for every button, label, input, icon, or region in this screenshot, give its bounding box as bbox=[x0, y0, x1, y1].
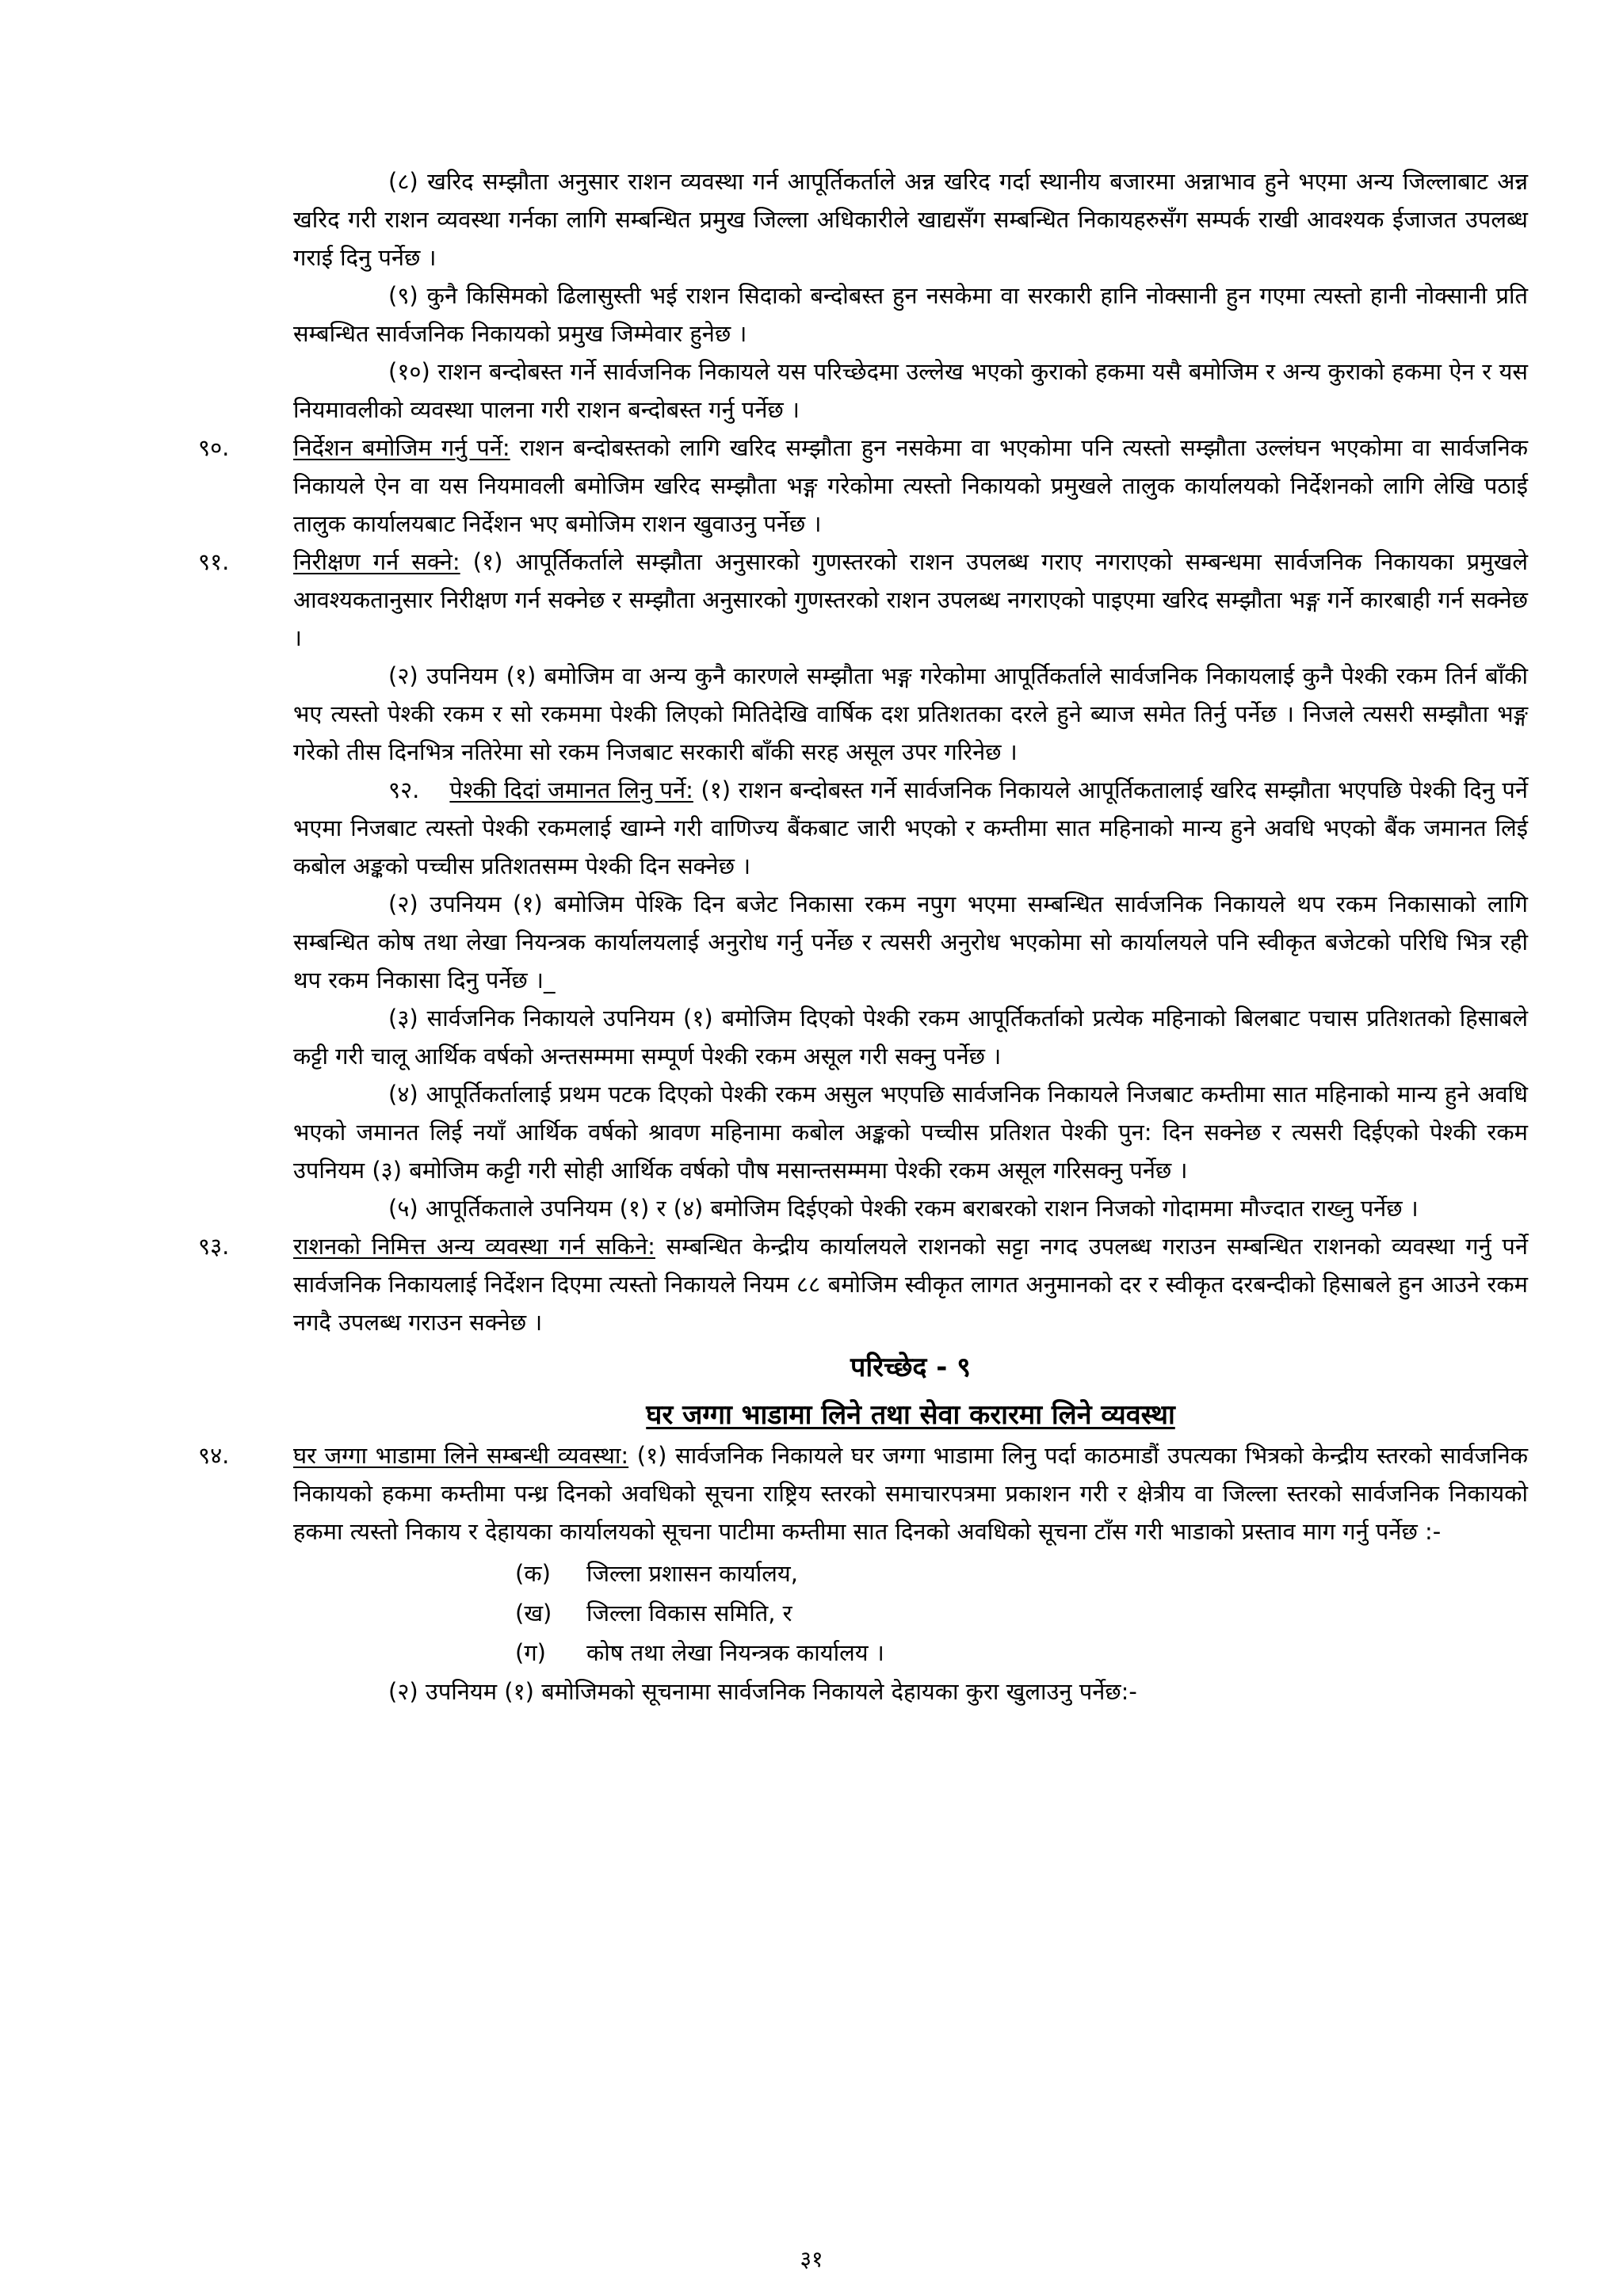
list-marker: (ग) bbox=[515, 1639, 546, 1666]
section-93 bbox=[198, 1227, 1529, 1341]
section-text: (१) आपूर्तिकर्ताले सम्झौता अनुसारको गुणस्तरको राशन उपलब्ध गराए नगराएको सम्बन्धमा सार्वजनिक निकायका प्रमुखले आवश्यकतानुसार निरीक्षण गर्न सक्नेछ र सम्झौता अनुसारको गुणस्तरको राशन उपलब्ध नगराएको पाइएमा खरिद सम्झौता भङ्ग गर्ने कारबाही गर्न सक्नेछ । bbox=[293, 548, 1528, 651]
section-number: ९०. bbox=[198, 434, 230, 461]
section-text: राशन बन्दोबस्तको लागि खरिद सम्झौता हुन नसकेमा वा भएकोमा पनि त्यस्तो सम्झौता उल्लंघन भएकोमा वा सार्वजनिक निकायले ऐन वा यस नियमावली बमोजिम खरिद सम्झौता भङ्ग गरेकोमा त्यस्तो निकायको प्रमुखले तालुक कार्यालयको निर्देशनको लागि लेखि पठाई तालुक कार्यालयबाट निर्देशन भए बमोजिम राशन खुवाउनु पर्नेछ । bbox=[293, 434, 1528, 537]
section-92-sub4: (४) आपूर्तिकर्तालाई प्रथम पटक दिएको पेश्की रकम असुल भएपछि सार्वजनिक निकायले निजबाट कम्तीमा सात महिनाको मान्य हुने अवधि भएको जमानत लिई नयाँ आर्थिक वर्षको श्रावण महिनामा कबोल अङ्कको पच्चीस प्रतिशत पेश्की पुन: दिन सक्नेछ र त्यसरी दिईएको पेश्की रकम उपनियम (३) बमोजिम कट्टी गरी सोही आर्थिक वर्षको पौष मसान्तसम्ममा पेश्की रकम असूल गरिसक्नु पर्नेछ । bbox=[293, 1081, 1528, 1184]
paragraph-8: (८) खरिद सम्झौता अनुसार राशन व्यवस्था गर्न आपूर्तिकर्ताले अन्न खरिद गर्दा स्थानीय बजारमा अन्नाभाव हुने भएमा अन्य जिल्लाबाट अन्न खरिद गरी राशन व्यवस्था गर्नका लागि सम्बन्धित प्रमुख जिल्ला अधिकारीले खाद्यसँग सम्बन्धित निकायहरुसँग सम्पर्क राखी आवश्यक ईजाजत उपलब्ध गराई दिनु पर्नेछ । bbox=[293, 168, 1528, 271]
list-marker: (ख) bbox=[515, 1600, 552, 1627]
section-text: सम्बन्धित केन्द्रीय कार्यालयले राशनको सट्टा नगद उपलब्ध गराउन सम्बन्धित राशनको व्यवस्था गर्नु पर्ने सार्वजनिक निकायलाई निर्देशन दिएमा त्यस्तो निकायले नियम ८८ बमोजिम स्वीकृत लागत अनुमानको दर र स्वीकृत दरबन्दीको हिसाबले हुन आउने रकम नगदै उपलब्ध गराउन सक्नेछ । bbox=[293, 1233, 1529, 1336]
section-92-sub3: (३) सार्वजनिक निकायले उपनियम (१) बमोजिम दिएको पेश्की रकम आपूर्तिकर्ताको प्रत्येक महिनाको बिलबाट पचास प्रतिशतको हिसाबले कट्टी गरी चालू आर्थिक वर्षको अन्तसम्ममा सम्पूर्ण पेश्की रकम असूल गरी सक्नु पर्नेछ । bbox=[293, 1005, 1528, 1070]
section-text: (१) सार्वजनिक निकायले घर जग्गा भाडामा लिनु पर्दा काठमाडौं उपत्यका भित्रको केन्द्रीय स्तरको सार्वजनिक निकायको हकमा कम्तीमा पन्ध्र दिनको अवधिको सूचना राष्ट्रिय स्तरको समाचारपत्रमा प्रकाशन गरी र क्षेत्रीय वा जिल्ला स्तरको सार्वजनिक निकायको हकमा त्यस्तो निकाय र देहायका कार्यालयको सूचना पाटीमा कम्तीमा सात दिनको अवधिको सूचना टाँस गरी भाडाको प्रस्ताव माग गर्नु पर्नेछ :- bbox=[293, 1442, 1528, 1545]
section-91 bbox=[198, 543, 1528, 657]
list-text: जिल्ला प्रशासन कार्यालय, bbox=[586, 1560, 798, 1587]
chapter-title: घर जग्गा भाडामा लिने तथा सेवा करारमा लिने व्यवस्था bbox=[646, 1399, 1175, 1431]
paragraph-10: (१०) राशन बन्दोबस्त गर्ने सार्वजनिक निकायले यस परिच्छेदमा उल्लेख भएको कुराको हकमा यसै बमोजिम र अन्य कुराको हकमा ऐन र यस नियमावलीको व्यवस्था पालना गरी राशन बन्दोबस्त गर्नु पर्नेछ । bbox=[293, 358, 1528, 423]
section-90 bbox=[198, 429, 1528, 543]
chapter-label: परिच्छेद - ९ bbox=[850, 1352, 971, 1383]
list-text: कोष तथा लेखा नियन्त्रक कार्यालय । bbox=[586, 1639, 884, 1666]
section-number: ९४. bbox=[198, 1442, 230, 1469]
list-marker: (क) bbox=[515, 1560, 551, 1587]
office-list bbox=[293, 1554, 1528, 1672]
section-title: निरीक्षण गर्न सक्ने: bbox=[293, 548, 460, 575]
section-title: निर्देशन बमोजिम गर्नु पर्ने: bbox=[293, 434, 510, 461]
section-number: ९२. bbox=[388, 776, 420, 803]
page-number: ३१ bbox=[800, 2246, 823, 2272]
list-item bbox=[293, 1633, 1528, 1672]
list-text: जिल्ला विकास समिति, र bbox=[586, 1600, 792, 1627]
section-94 bbox=[198, 1436, 1528, 1550]
section-title: राशनको निमित्त अन्य व्यवस्था गर्न सकिने: bbox=[293, 1233, 655, 1260]
section-text: (१) राशन बन्दोबस्त गर्ने सार्वजनिक निकायले आपूर्तिकतालाई खरिद सम्झौता भएपछि पेश्की दिनु पर्ने भएमा निजबाट त्यस्तो पेश्की रकमलाई खाम्ने गरी वाणिज्य बैंकबाट जारी भएको र कम्तीमा सात महिनाको मान्य हुने अवधि भएको बैंक जमानत लिई कबोल अङ्कको पच्चीस प्रतिशतसम्म पेश्की दिन सक्नेछ । bbox=[293, 776, 1528, 879]
section-92 bbox=[293, 771, 1528, 885]
section-title: घर जग्गा भाडामा लिने सम्बन्धी व्यवस्था: bbox=[293, 1442, 629, 1469]
section-92-sub2: (२) उपनियम (१) बमोजिम पेश्कि दिन बजेट निकासा रकम नपुग भएमा सम्बन्धित सार्वजनिक निकायले थप रकम निकासाको लागि सम्बन्धित कोष तथा लेखा नियन्त्रक कार्यालयलाई अनुरोध गर्नु पर्नेछ र त्यसरी अनुरोध भएकोमा सो कार्यालयले पनि स्वीकृत बजेटको परिधि भित्र रही थप रकम निकासा दिनु पर्नेछ ।_ bbox=[293, 891, 1528, 994]
list-item bbox=[293, 1554, 1528, 1593]
section-number: ९३. bbox=[198, 1233, 230, 1260]
section-94-sub2: (२) उपनियम (१) बमोजिमको सूचनामा सार्वजनिक निकायले देहायका कुरा खुलाउनु पर्नेछ:- bbox=[388, 1678, 1137, 1705]
section-title: पेश्की दिदां जमानत लिनु पर्ने: bbox=[449, 776, 693, 803]
paragraph-9: (९) कुनै किसिमको ढिलासुस्ती भई राशन सिदाको बन्दोबस्त हुन नसकेमा वा सरकारी हानि नोक्सानी हुन गएमा त्यस्तो हानी नोक्सानी प्रति सम्बन्धित सार्वजनिक निकायको प्रमुख जिम्मेवार हुनेछ । bbox=[293, 282, 1528, 347]
list-item bbox=[293, 1593, 1528, 1633]
section-92-sub5: (५) आपूर्तिकताले उपनियम (१) र (४) बमोजिम दिईएको पेश्की रकम बराबरको राशन निजको गोदाममा मौज्दात राख्नु पर्नेछ । bbox=[388, 1195, 1419, 1222]
section-91-sub2: (२) उपनियम (१) बमोजिम वा अन्य कुनै कारणले सम्झौता भङ्ग गरेकोमा आपूर्तिकर्ताले सार्वजनिक निकायलाई कुनै पेश्की रकम तिर्न बाँकी भए त्यस्तो पेश्की रकम र सो रकममा पेश्की लिएको मितिदेखि वार्षिक दश प्रतिशतका दरले हुने ब्याज समेत तिर्नु पर्नेछ । निजले त्यसरी सम्झौता भङ्ग गरेको तीस दिनभित्र नतिरेमा सो रकम निजबाट सरकारी बाँकी सरह असूल उपर गरिनेछ । bbox=[293, 662, 1529, 765]
section-number: ९१. bbox=[198, 548, 230, 575]
